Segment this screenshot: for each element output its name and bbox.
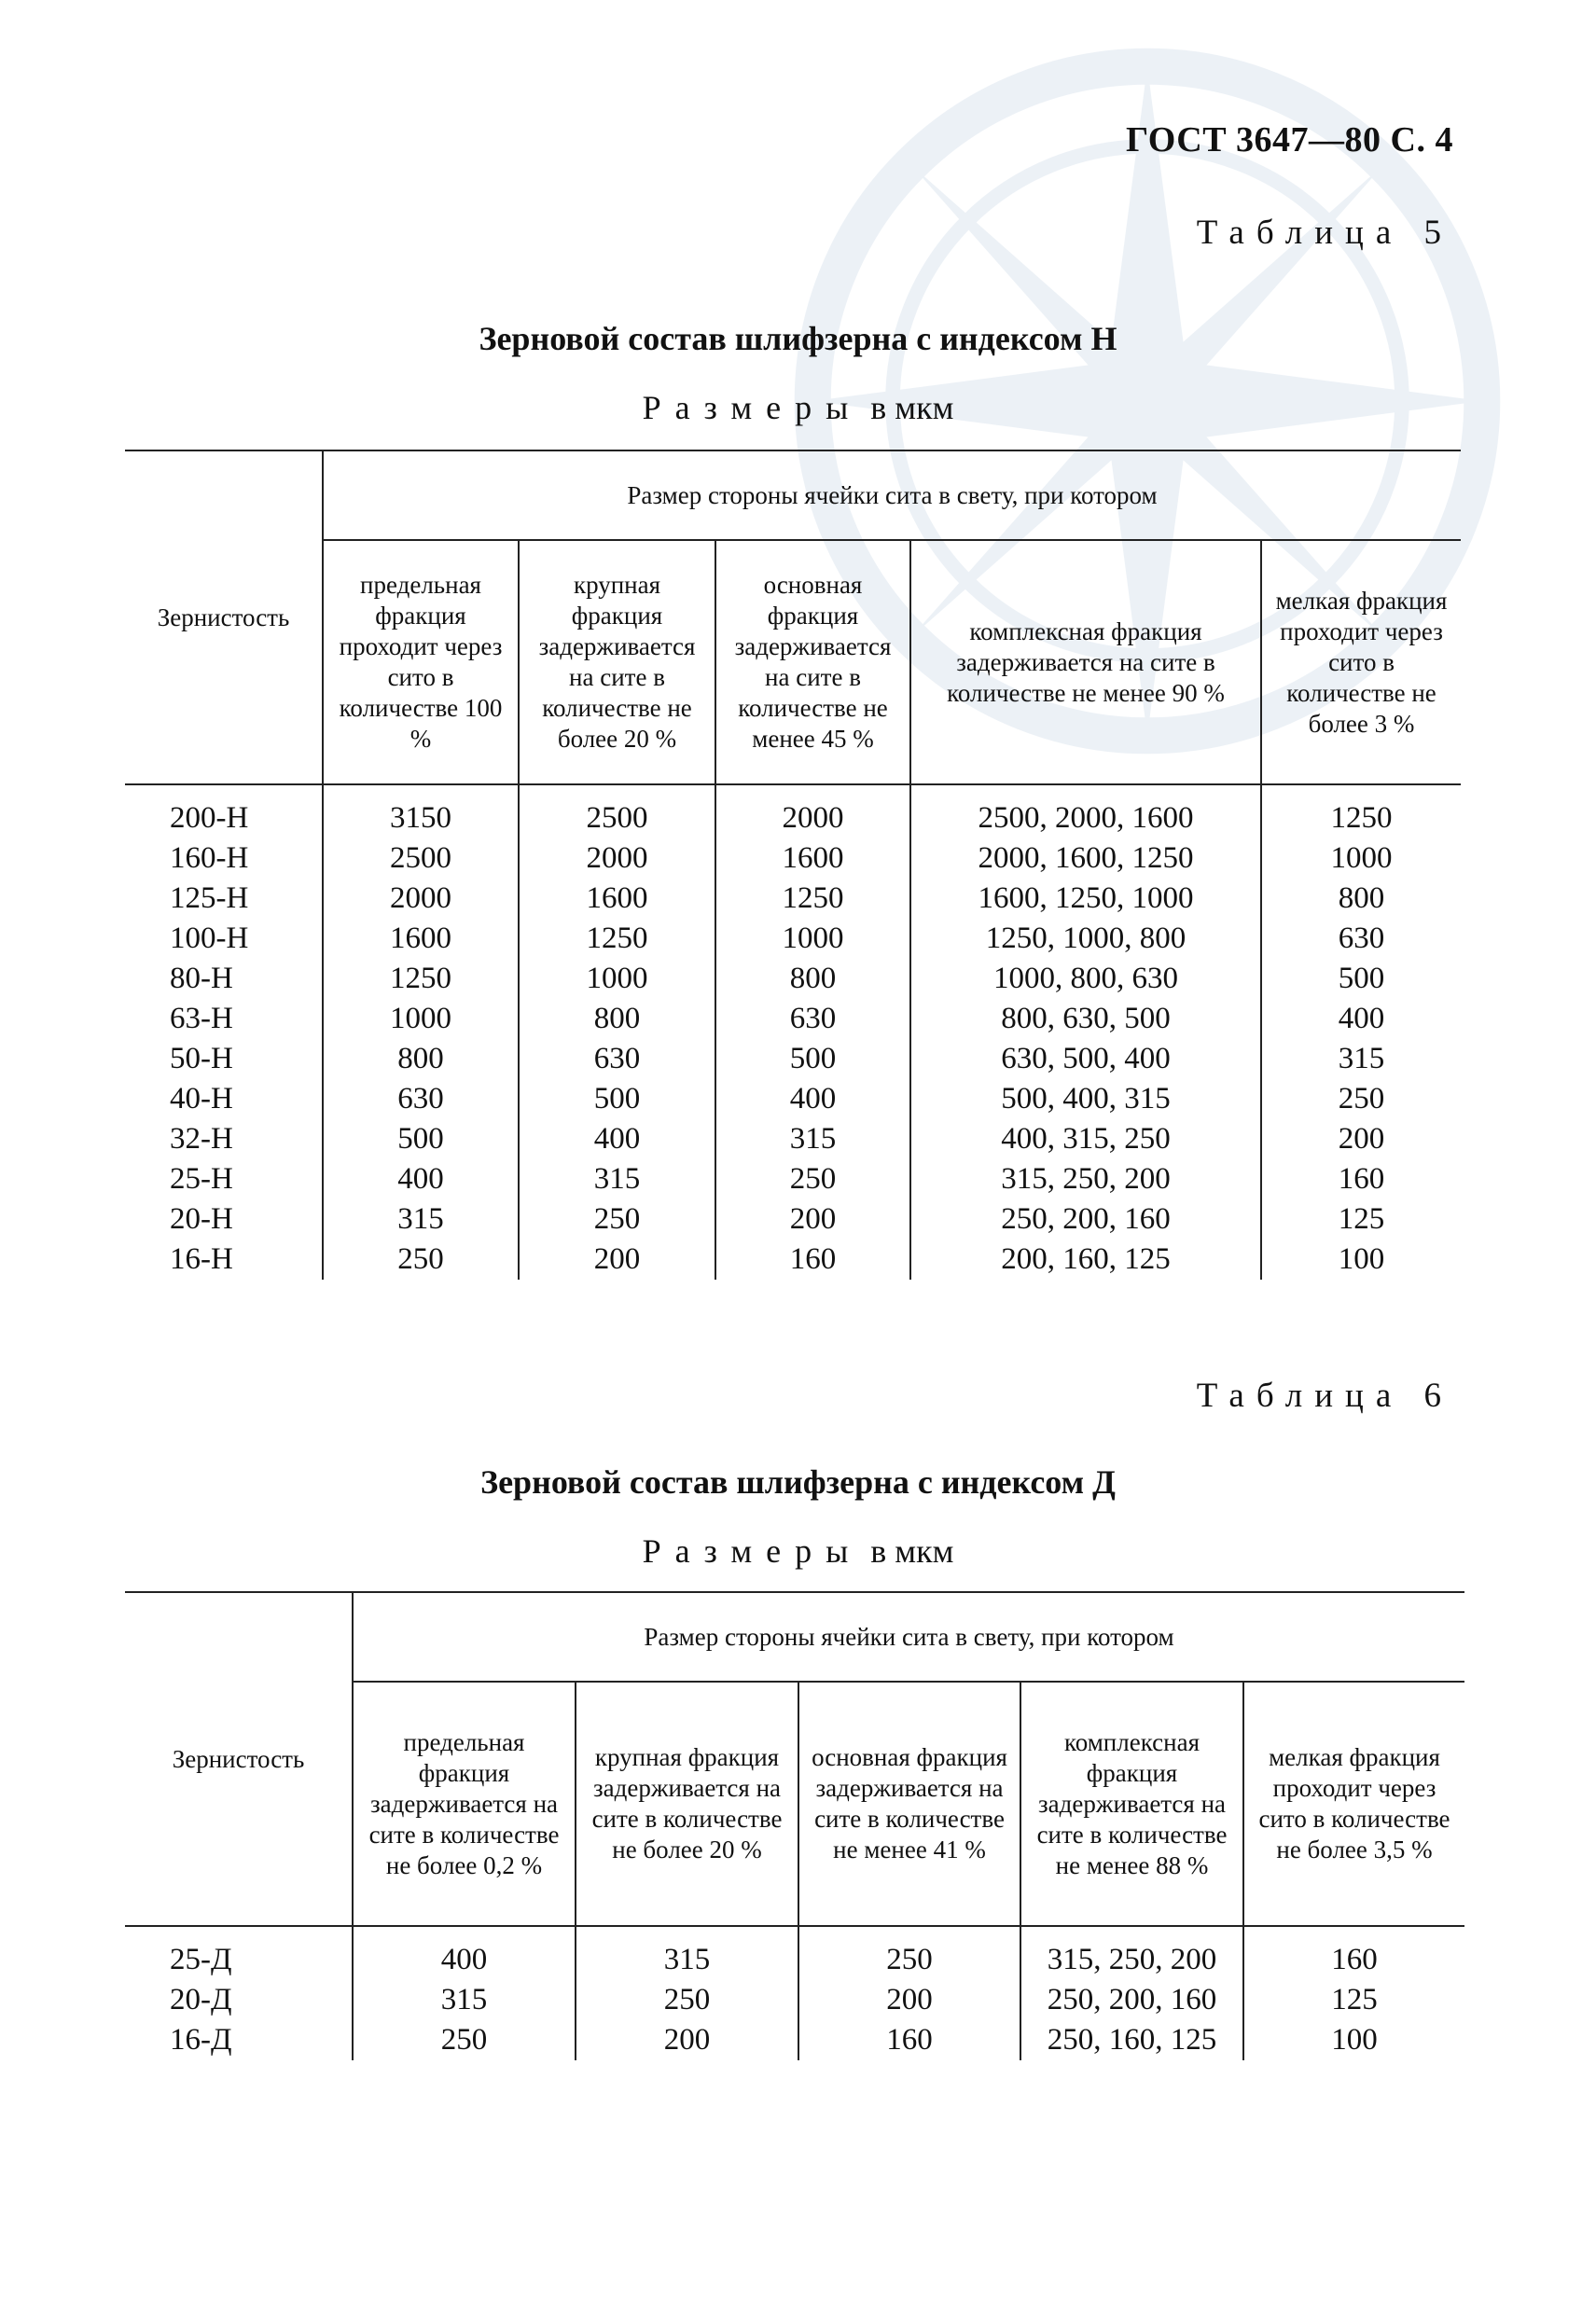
value-cell: 315 (519, 1159, 715, 1199)
value-cell: 400 (715, 1079, 910, 1119)
value-cell: 1000 (519, 959, 715, 999)
sieve-group-header: Размер стороны ячейки сита в свету, при котором (323, 450, 1461, 540)
value-cell: 1250 (323, 959, 519, 999)
table-6-title: Зерновой состав шлифзерна с индексом Д (480, 1463, 1116, 1501)
table-row (125, 1159, 1461, 1199)
grit-cell: 160-Н (170, 841, 249, 875)
value-cell: 160 (1243, 1926, 1464, 1980)
value-cell: 1600 (519, 879, 715, 919)
value-cell: 630 (1261, 919, 1461, 959)
table-5-body (125, 784, 1461, 1280)
value-cell: 2000 (715, 784, 910, 838)
value-cell: 500 (715, 1039, 910, 1079)
value-cell: 630 (715, 999, 910, 1039)
value-cell: 315 (323, 1199, 519, 1240)
value-cell: 2000, 1600, 1250 (910, 838, 1261, 879)
value-cell: 2500 (323, 838, 519, 879)
value-cell: 2000 (519, 838, 715, 879)
value-cell: 1250 (519, 919, 715, 959)
value-cell: 1000, 800, 630 (910, 959, 1261, 999)
grit-cell: 25-Д (170, 1943, 232, 1976)
value-cell: 200 (798, 1980, 1020, 2020)
value-cell: 200 (1261, 1119, 1461, 1159)
value-cell: 160 (1261, 1159, 1461, 1199)
value-cell: 3150 (323, 784, 519, 838)
table-row (125, 2020, 1464, 2060)
value-cell: 800 (715, 959, 910, 999)
value-cell: 500 (519, 1079, 715, 1119)
value-cell: 250 (1261, 1079, 1461, 1119)
table-row (125, 1926, 1464, 1980)
value-cell: 315, 250, 200 (910, 1159, 1261, 1199)
table-row (125, 1199, 1461, 1240)
sieve-group-header: Размер стороны ячейки сита в свету, при котором (353, 1592, 1464, 1682)
value-cell: 250 (798, 1926, 1020, 1980)
table-6-units-unit: в мкм (870, 1532, 954, 1570)
value-cell: 2000 (323, 879, 519, 919)
value-cell: 500 (1261, 959, 1461, 999)
value-cell: 100 (1243, 2020, 1464, 2060)
value-cell: 1000 (715, 919, 910, 959)
table-5-title: Зерновой состав шлифзерна с индексом Н (479, 320, 1117, 357)
grit-cell: 40-Н (170, 1082, 233, 1115)
column-header: крупная фракция задерживается на сите в количестве не более 20 % (576, 1682, 798, 1926)
column-header: предельная фракция проходит через сито в количестве 100 % (323, 540, 519, 784)
grit-cell: 20-Д (170, 1983, 232, 2016)
value-cell: 800 (323, 1039, 519, 1079)
table-6-body (125, 1926, 1464, 2060)
table-5-number: Таблица 5 (1196, 214, 1453, 252)
value-cell: 200, 160, 125 (910, 1240, 1261, 1280)
grit-cell: 50-Н (170, 1042, 233, 1075)
grit-cell: 80-Н (170, 962, 233, 995)
grit-cell: 32-Н (170, 1122, 233, 1156)
table-row (125, 838, 1461, 879)
grit-cell: 20-Н (170, 1202, 233, 1236)
value-cell: 1250 (1261, 784, 1461, 838)
value-cell: 630 (519, 1039, 715, 1079)
value-cell: 250, 200, 160 (910, 1199, 1261, 1240)
value-cell: 800, 630, 500 (910, 999, 1261, 1039)
value-cell: 630, 500, 400 (910, 1039, 1261, 1079)
value-cell: 250 (576, 1980, 798, 2020)
value-cell: 1000 (1261, 838, 1461, 879)
table-row (125, 784, 1461, 838)
value-cell: 315 (715, 1119, 910, 1159)
grit-cell: 16-Н (170, 1242, 233, 1276)
column-header: предельная фракция задерживается на сите в количестве не более 0,2 % (353, 1682, 576, 1926)
table-row (125, 1079, 1461, 1119)
value-cell: 250, 200, 160 (1020, 1980, 1243, 2020)
table-5-units-unit: в мкм (870, 389, 954, 426)
column-header: крупная фракция задерживается на сите в количестве не более 20 % (519, 540, 715, 784)
table-5-units (0, 388, 1596, 427)
value-cell: 100 (1261, 1240, 1461, 1280)
column-header: комплексная фракция задерживается на сите в количестве не менее 90 % (910, 540, 1261, 784)
value-cell: 630 (323, 1079, 519, 1119)
table-6-number: Таблица 6 (1196, 1377, 1453, 1415)
table-5 (125, 450, 1461, 1280)
grit-header: Зернистость (125, 1592, 353, 1926)
value-cell: 250 (715, 1159, 910, 1199)
value-cell: 1600, 1250, 1000 (910, 879, 1261, 919)
table-row (125, 879, 1461, 919)
value-cell: 800 (519, 999, 715, 1039)
value-cell: 250 (353, 2020, 576, 2060)
value-cell: 160 (798, 2020, 1020, 2060)
value-cell: 1250 (715, 879, 910, 919)
value-cell: 125 (1243, 1980, 1464, 2020)
column-header: основная фракция задерживается на сите в количестве не менее 45 % (715, 540, 910, 784)
value-cell: 315 (1261, 1039, 1461, 1079)
grit-cell: 63-Н (170, 1002, 233, 1035)
table-6-units-word: Размеры (642, 1532, 863, 1570)
column-header: комплексная фракция задерживается на сите в количестве не менее 88 % (1020, 1682, 1243, 1926)
column-header: мелкая фракция проходит через сито в количестве не более 3,5 % (1243, 1682, 1464, 1926)
value-cell: 400 (323, 1159, 519, 1199)
grit-cell: 16-Д (170, 2023, 232, 2057)
value-cell: 250, 160, 125 (1020, 2020, 1243, 2060)
table-row (125, 1240, 1461, 1280)
value-cell: 800 (1261, 879, 1461, 919)
value-cell: 1600 (715, 838, 910, 879)
value-cell: 315, 250, 200 (1020, 1926, 1243, 1980)
value-cell: 250 (519, 1199, 715, 1240)
table-row (125, 1980, 1464, 2020)
value-cell: 400 (1261, 999, 1461, 1039)
value-cell: 500 (323, 1119, 519, 1159)
value-cell: 1600 (323, 919, 519, 959)
table-row (125, 959, 1461, 999)
table-row (125, 1039, 1461, 1079)
table-row (125, 919, 1461, 959)
value-cell: 250 (323, 1240, 519, 1280)
value-cell: 200 (576, 2020, 798, 2060)
value-cell: 315 (353, 1980, 576, 2020)
table-row (125, 999, 1461, 1039)
grit-cell: 100-Н (170, 921, 249, 955)
value-cell: 2500, 2000, 1600 (910, 784, 1261, 838)
value-cell: 1000 (323, 999, 519, 1039)
value-cell: 400 (353, 1926, 576, 1980)
table-row (125, 1119, 1461, 1159)
grit-cell: 200-Н (170, 801, 249, 835)
value-cell: 400, 315, 250 (910, 1119, 1261, 1159)
grit-header: Зернистость (125, 450, 323, 784)
grit-cell: 25-Н (170, 1162, 233, 1196)
table-6-units (0, 1531, 1596, 1571)
table-5-units-word: Размеры (642, 389, 863, 426)
value-cell: 200 (715, 1199, 910, 1240)
value-cell: 2500 (519, 784, 715, 838)
column-header: основная фракция задерживается на сите в количестве не менее 41 % (798, 1682, 1020, 1926)
value-cell: 500, 400, 315 (910, 1079, 1261, 1119)
value-cell: 125 (1261, 1199, 1461, 1240)
value-cell: 200 (519, 1240, 715, 1280)
value-cell: 315 (576, 1926, 798, 1980)
value-cell: 400 (519, 1119, 715, 1159)
grit-cell: 125-Н (170, 881, 249, 915)
value-cell: 1250, 1000, 800 (910, 919, 1261, 959)
running-head: ГОСТ 3647—80 С. 4 (1126, 120, 1453, 159)
table-6 (125, 1591, 1464, 2060)
value-cell: 160 (715, 1240, 910, 1280)
column-header: мелкая фракция проходит через сито в количестве не более 3 % (1261, 540, 1461, 784)
